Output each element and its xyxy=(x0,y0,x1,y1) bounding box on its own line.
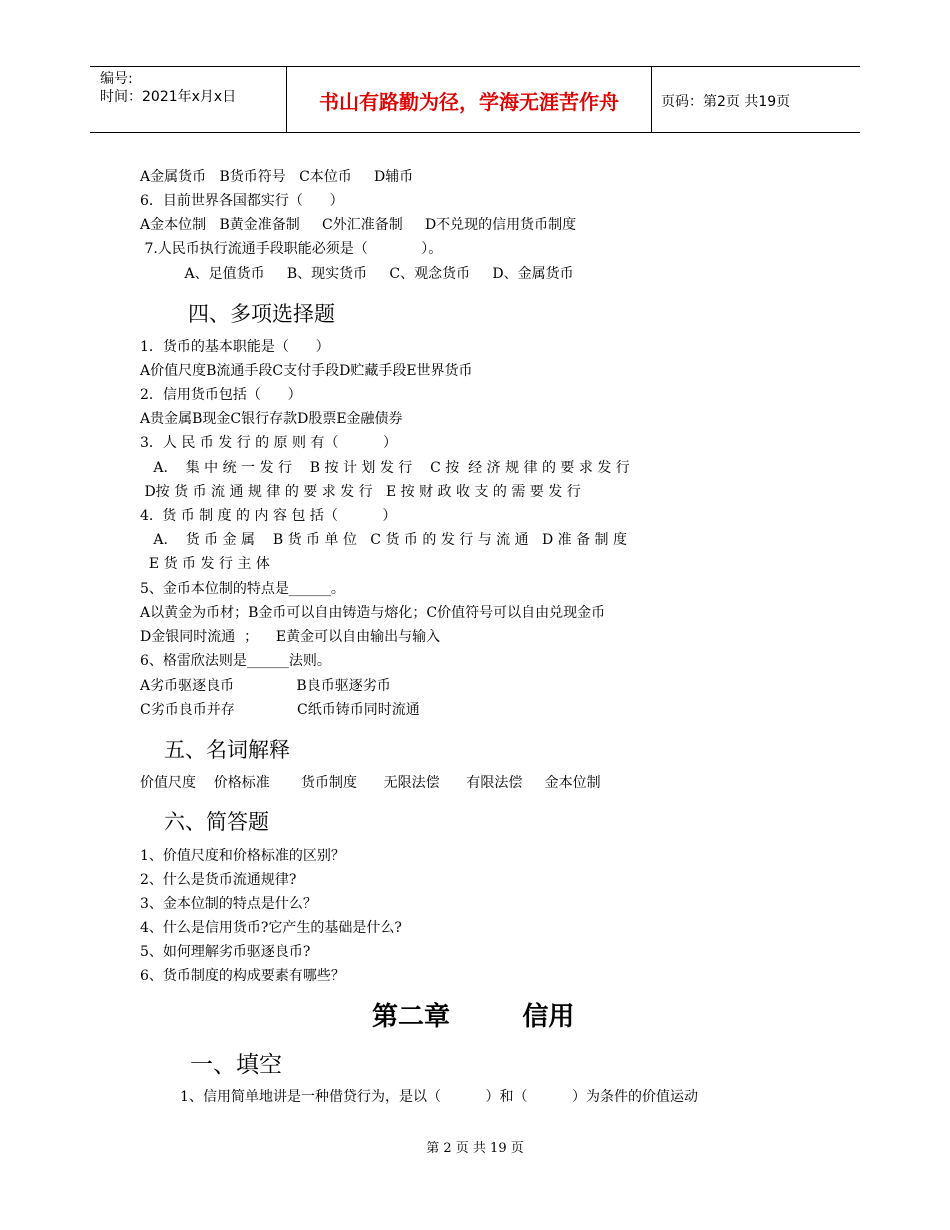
section-heading-short-answer: 六、简答题 xyxy=(164,810,269,834)
text-line: 价值尺度 价格标准 货币制度 无限法偿 有限法偿 金本位制 xyxy=(140,775,601,791)
text-line: 6、货币制度的构成要素有哪些？ xyxy=(140,968,345,984)
text-line: 1、价值尺度和价格标准的区别？ xyxy=(140,848,345,864)
serial-label: 编号: xyxy=(100,71,133,87)
header-divider-2 xyxy=(651,66,652,132)
text-line: 5、如何理解劣币驱逐良币? xyxy=(140,944,311,960)
text-line: 4、什么是信用货币?它产生的基础是什么? xyxy=(140,920,402,936)
text-line: D金银同时流通 ； E黄金可以自由输出与输入 xyxy=(140,629,441,645)
text-line: D按 货 币 流 通 规 律 的 要 求 发 行 E 按 财 政 收 支 的 需 要 发 行 xyxy=(140,484,581,500)
text-line: A. 集 中 统 一 发 行 B 按 计 划 发 行 C 按 经 济 规 律 的 要 求 发 行 xyxy=(140,460,630,476)
text-line: 2、什么是货币流通规律? xyxy=(140,872,297,888)
text-line: 6、格雷欣法则是______法则。 xyxy=(140,653,331,669)
text-line: 4. 货 币 制 度 的 内 容 包 括（ ） xyxy=(140,508,397,524)
text-line: 3．人 民 币 发 行 的 原 则 有（ ） xyxy=(140,435,398,451)
page-footer: 第 2 页 共 19 页 xyxy=(426,1141,524,1156)
text-line: A价值尺度B流通手段C支付手段D贮藏手段E世界货币 xyxy=(140,363,473,379)
text-line: A金本位制 B黄金准备制 C外汇准备制 D不兑现的信用货币制度 xyxy=(140,217,577,233)
text-line: 7.人民币执行流通手段职能必须是（ ）。 xyxy=(140,241,443,257)
header-top-rule xyxy=(90,66,860,67)
section-heading-terms: 五、名词解释 xyxy=(164,738,290,762)
text-line: A. 货 币 金 属 B 货 币 单 位 C 货 币 的 发 行 与 流 通 D 准 备 制 度 xyxy=(140,532,627,548)
text-line: 1、信用简单地讲是一种借贷行为，是以（ ）和（ ）为条件的价值运动 xyxy=(140,1089,698,1105)
text-line: E 货 币 发 行 主 体 xyxy=(140,556,270,572)
section-heading-multiple-choice: 四、多项选择题 xyxy=(188,302,335,326)
header-page-info: 页码：第2页 共19页 xyxy=(661,94,791,110)
header-divider-1 xyxy=(286,66,287,132)
text-line: A、足值货币 B、现实货币 C、观念货币 D、金属货币 xyxy=(140,266,574,282)
date-label: 时间：2021年x月x日 xyxy=(100,89,237,105)
text-line: 1．货币的基本职能是（ ） xyxy=(140,339,330,355)
header-motto: 书山有路勤为径，学海无涯苦作舟 xyxy=(319,90,619,114)
chapter-title: 第二章 信用 xyxy=(372,1002,575,1032)
header-bottom-rule xyxy=(90,132,860,133)
text-line: A贵金属B现金C银行存款D股票E金融债券 xyxy=(140,411,403,427)
text-line: 5、金币本位制的特点是______。 xyxy=(140,581,345,597)
text-line: A以黄金为币材；B金币可以自由铸造与熔化；C价值符号可以自由兑现金币 xyxy=(140,605,606,621)
text-line: A金属货币 B货币符号 C本位币 D辅币 xyxy=(140,169,414,185)
text-line: 2．信用货币包括（ ） xyxy=(140,387,302,403)
section-heading-fill-blank: 一、填空 xyxy=(190,1052,282,1078)
text-line: C劣币良币并存 C纸币铸币同时流通 xyxy=(140,702,420,718)
text-line: 6．目前世界各国都实行（ ） xyxy=(140,193,344,209)
header-meta xyxy=(100,70,236,106)
text-line: 3、金本位制的特点是什么？ xyxy=(140,896,317,912)
text-line: A劣币驱逐良币 B良币驱逐劣币 xyxy=(140,678,391,694)
